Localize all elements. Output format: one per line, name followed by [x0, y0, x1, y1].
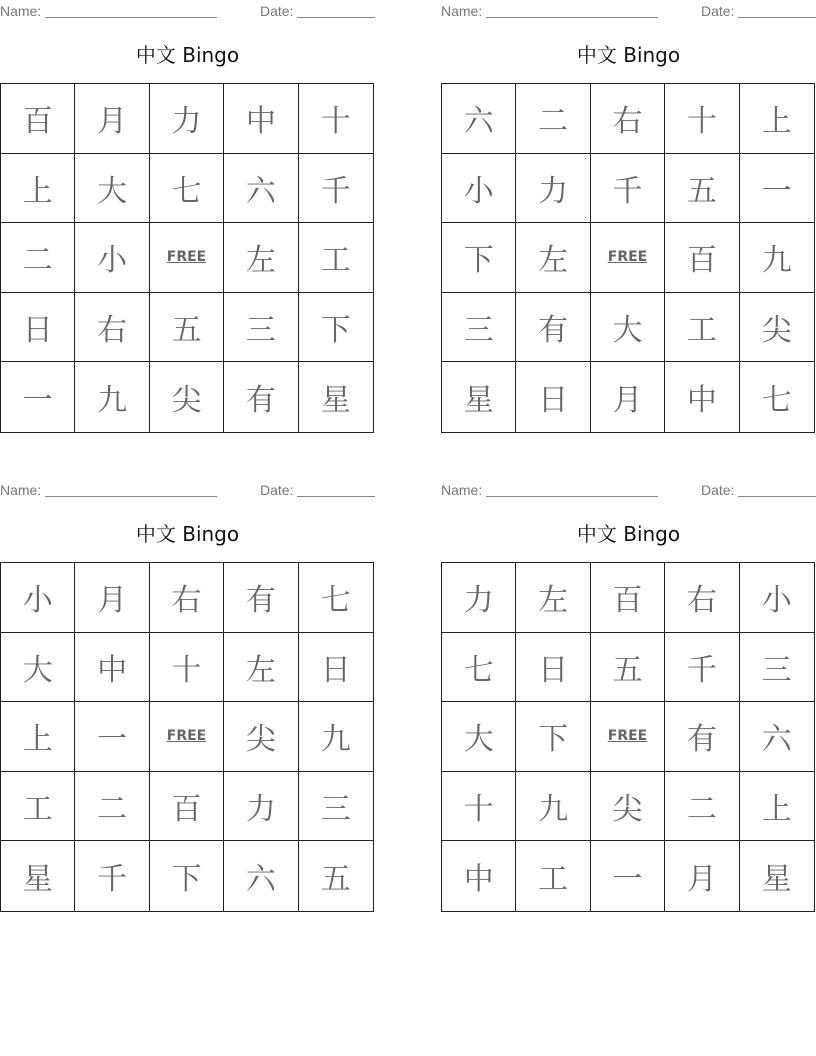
bingo-cell: 小: [1, 563, 75, 633]
bingo-cell: 力: [442, 563, 516, 633]
bingo-cell: 中: [75, 633, 149, 703]
bingo-cell: 小: [442, 154, 516, 224]
bingo-cell: 三: [299, 772, 373, 842]
date-line: [297, 17, 375, 18]
bingo-cell: 三: [442, 293, 516, 363]
bingo-cell: 七: [442, 633, 516, 703]
free-space-cell: FREE: [591, 702, 665, 772]
name-line: [45, 496, 217, 497]
bingo-cell: 百: [665, 223, 739, 293]
bingo-card: [0, 0, 375, 419]
bingo-cell: 中: [224, 84, 298, 154]
bingo-grid: [0, 562, 374, 912]
card-title: 中文 Bingo: [135, 43, 240, 67]
free-space-cell: FREE: [150, 223, 224, 293]
bingo-cell: 千: [299, 154, 373, 224]
bingo-cell: 百: [150, 772, 224, 842]
bingo-cell: 上: [740, 84, 814, 154]
bingo-cell: 月: [665, 841, 739, 911]
bingo-grid: [0, 83, 374, 433]
bingo-cell: 月: [75, 563, 149, 633]
bingo-cell: 千: [665, 633, 739, 703]
bingo-cell: 力: [150, 84, 224, 154]
bingo-cell: 千: [591, 154, 665, 224]
bingo-cell: 二: [75, 772, 149, 842]
date-label: Date:: [701, 482, 735, 498]
bingo-cell: 五: [320, 862, 351, 898]
bingo-cell: 大: [1, 633, 75, 703]
bingo-cell: 星: [1, 841, 75, 911]
bingo-cell: 尖: [150, 362, 224, 432]
bingo-cell: 月: [75, 84, 149, 154]
bingo-cell: 一: [740, 154, 814, 224]
bingo-cell: 二: [1, 223, 75, 293]
name-label: Name:: [441, 482, 483, 498]
bingo-cell: 六: [224, 841, 298, 911]
name-label: Name:: [441, 3, 483, 19]
date-line: [738, 496, 816, 497]
name-label: Name:: [0, 3, 42, 19]
bingo-cell: 二: [665, 772, 739, 842]
card-title: 中文 Bingo: [576, 43, 681, 67]
bingo-cell: 一: [75, 702, 149, 772]
bingo-cell: 右: [75, 293, 149, 363]
bingo-cell: 日: [516, 362, 590, 432]
bingo-cell: 十: [299, 84, 373, 154]
bingo-cell: 上: [740, 772, 814, 842]
bingo-cell: 上: [1, 154, 75, 224]
bingo-cell: 三: [740, 633, 814, 703]
bingo-cell: 七: [761, 383, 792, 419]
bingo-cell: 七: [150, 154, 224, 224]
bingo-cell: 左: [516, 223, 590, 293]
bingo-cell: 九: [740, 223, 814, 293]
free-space-cell: FREE: [591, 223, 665, 293]
card-header: [0, 0, 375, 22]
free-space-cell: FREE: [150, 702, 224, 772]
bingo-card: [441, 0, 816, 419]
bingo-cell: 大: [442, 702, 516, 772]
bingo-cell: 九: [75, 362, 149, 432]
bingo-cell: 下: [150, 841, 224, 911]
bingo-cell: 百: [1, 84, 75, 154]
bingo-cell: 月: [591, 362, 665, 432]
card-header: [0, 479, 375, 501]
bingo-grid: [441, 83, 815, 433]
bingo-cell: 右: [150, 563, 224, 633]
bingo-cell: 力: [516, 154, 590, 224]
bingo-cell: 星: [761, 862, 792, 898]
bingo-card: [441, 479, 816, 898]
bingo-cell: 下: [516, 702, 590, 772]
bingo-cell: 下: [299, 293, 373, 363]
bingo-cell: 星: [320, 383, 351, 419]
bingo-cell: 小: [75, 223, 149, 293]
bingo-cell: 十: [442, 772, 516, 842]
card-title: 中文 Bingo: [576, 522, 681, 546]
bingo-cell: 九: [516, 772, 590, 842]
bingo-cell: 尖: [224, 702, 298, 772]
bingo-cell: 三: [224, 293, 298, 363]
bingo-cell: 右: [665, 563, 739, 633]
bingo-cell: 九: [299, 702, 373, 772]
name-line: [486, 496, 658, 497]
bingo-cell: 日: [516, 633, 590, 703]
bingo-cell: 小: [740, 563, 814, 633]
date-label: Date:: [701, 3, 735, 19]
bingo-card: [0, 479, 375, 898]
bingo-cell: 右: [591, 84, 665, 154]
name-line: [45, 17, 217, 18]
bingo-cell: 中: [665, 362, 739, 432]
bingo-grid: [441, 562, 815, 912]
bingo-cell: 大: [591, 293, 665, 363]
bingo-cell: 五: [150, 293, 224, 363]
bingo-cell: 十: [150, 633, 224, 703]
bingo-cell: 七: [299, 563, 373, 633]
bingo-cell: 五: [665, 154, 739, 224]
bingo-cell: 二: [516, 84, 590, 154]
date-label: Date:: [260, 3, 294, 19]
bingo-cell: 下: [442, 223, 516, 293]
date-line: [297, 496, 375, 497]
bingo-cell: 工: [516, 841, 590, 911]
bingo-cell: 日: [1, 293, 75, 363]
bingo-cell: 上: [1, 702, 75, 772]
bingo-cell: 大: [75, 154, 149, 224]
bingo-cell: 工: [299, 223, 373, 293]
bingo-cell: 有: [224, 563, 298, 633]
bingo-cell: 中: [442, 841, 516, 911]
bingo-cell: 有: [665, 702, 739, 772]
card-title: 中文 Bingo: [135, 522, 240, 546]
bingo-cell: 十: [665, 84, 739, 154]
name-line: [486, 17, 658, 18]
name-label: Name:: [0, 482, 42, 498]
bingo-cell: 六: [740, 702, 814, 772]
bingo-cell: 工: [1, 772, 75, 842]
bingo-cell: 星: [442, 362, 516, 432]
bingo-cell: 一: [591, 841, 665, 911]
bingo-cell: 一: [1, 362, 75, 432]
date-label: Date:: [260, 482, 294, 498]
bingo-cell: 有: [224, 362, 298, 432]
bingo-cell: 力: [224, 772, 298, 842]
bingo-cell: 左: [224, 633, 298, 703]
bingo-cell: 有: [516, 293, 590, 363]
card-header: [441, 0, 816, 22]
bingo-cell: 六: [442, 84, 516, 154]
bingo-cell: 百: [591, 563, 665, 633]
bingo-cell: 尖: [591, 772, 665, 842]
date-line: [738, 17, 816, 18]
bingo-cell: 左: [516, 563, 590, 633]
bingo-cell: 日: [299, 633, 373, 703]
bingo-cell: 五: [591, 633, 665, 703]
bingo-cell: 尖: [740, 293, 814, 363]
bingo-cell: 六: [224, 154, 298, 224]
bingo-cell: 千: [75, 841, 149, 911]
bingo-cell: 工: [665, 293, 739, 363]
bingo-cell: 左: [224, 223, 298, 293]
card-header: [441, 479, 816, 501]
